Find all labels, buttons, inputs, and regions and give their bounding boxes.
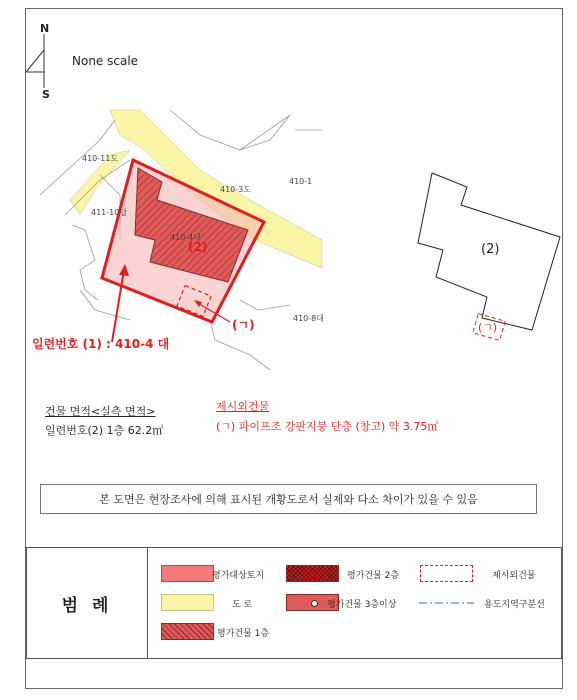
excluded-section-title: 제시외건물 [216, 400, 270, 413]
legend [26, 547, 562, 659]
area-section-title: 건물 면적<실측 면적> [45, 405, 156, 418]
outbuilding-label: (ㄱ) [232, 318, 255, 332]
detail-building-label: (2) [481, 242, 500, 257]
dot-icon [311, 600, 318, 607]
legend-label-road: 도 로 [232, 600, 253, 610]
legend-label-building-2f: 평가건물 2층 [347, 571, 400, 581]
legend-divider [147, 548, 148, 658]
disclaimer-text: 본 도면은 현장조사에 의해 표시된 개황도로서 실제와 다소 차이가 있을 수 있음 [99, 493, 478, 506]
detail-outbuilding-label: (ㄱ) [478, 321, 498, 334]
swatch-building-2f [286, 565, 339, 582]
parcel-label-410-8: 410-8대 [293, 314, 324, 323]
legend-title: 범 례 [61, 595, 113, 616]
serial-caption: 일련번호 (1) : 410-4 대 [32, 337, 170, 351]
legend-label-subject-land: 평가대상토지 [212, 571, 265, 581]
excluded-section-line: (ㄱ) 파이프조 강판지붕 단층 (창고) 약 3.75㎡ [216, 420, 439, 433]
area-section-line: 일련번호(2) 1층 62.2㎡ [45, 424, 164, 437]
legend-label-building-1f: 평가건물 1층 [217, 629, 270, 639]
scale-label: None scale [72, 54, 139, 68]
swatch-excluded-building [420, 565, 473, 582]
legend-label-building-3f: 평가건물 3층이상 [327, 600, 397, 610]
swatch-building-1f [161, 623, 214, 640]
compass-north: N [40, 22, 50, 35]
parcel-label-410-4: 410-4대 [170, 233, 201, 242]
disclaimer-note [40, 484, 537, 514]
parcel-label-410-1: 410-1 [289, 177, 313, 186]
legend-label-zoning-line: 용도지역구분선 [484, 600, 545, 610]
parcel-label-410-3: 410-3도 [220, 185, 251, 194]
compass-south: S [42, 88, 50, 101]
swatch-zoning-line [419, 600, 474, 606]
parcel-label-411-10: 411-10답 [91, 208, 128, 217]
legend-label-excluded-building: 제시외건물 [492, 571, 536, 581]
swatch-subject-land [161, 565, 214, 582]
swatch-road [161, 594, 214, 611]
parcel-label-410-11: 410-11도 [82, 154, 119, 163]
building-label: (2) [188, 240, 208, 254]
